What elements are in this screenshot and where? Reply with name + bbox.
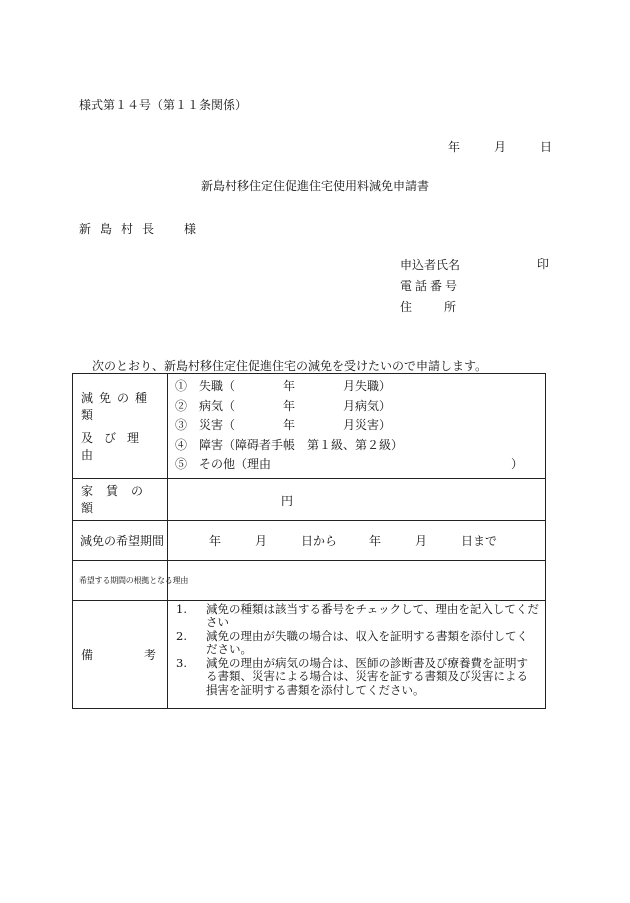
period-start-month: 月 — [255, 533, 268, 548]
applicant-phone-label: 電話番号 — [400, 279, 461, 293]
rent-label-cell — [73, 478, 168, 520]
document-title: 新島村移住定住促進住宅使用料減免申請書 — [200, 179, 429, 193]
reduction-label-line2: 及び理由 — [81, 430, 151, 462]
basis-label: 希望する期間の根拠となる理由 — [79, 575, 189, 585]
remarks-notes-cell — [168, 600, 546, 708]
remarks-note-1: 1. 減免の種類は該当する番号をチェックして、理由を記入してください — [176, 601, 539, 630]
applicant-block — [400, 255, 489, 318]
period-end-year: 年 — [369, 533, 382, 548]
table-row — [73, 478, 546, 520]
period-label: 減免の希望期間 — [80, 533, 165, 548]
period-fields — [168, 532, 545, 549]
period-label-cell — [73, 520, 168, 560]
remarks-label-char-1: 備 — [81, 647, 94, 662]
reduction-label-line1: 減免の種類 — [81, 390, 154, 422]
application-table — [72, 373, 546, 709]
applicant-address-label: 住所 — [400, 300, 489, 314]
rent-label: 家賃の額 — [81, 484, 157, 516]
table-row — [73, 374, 546, 479]
date-day: 日 — [540, 140, 553, 154]
date-line — [448, 138, 552, 155]
reduction-option-disaster[interactable]: ③ 災害（ 年 月災害） — [175, 418, 392, 433]
rent-value-cell[interactable] — [168, 478, 546, 520]
intro-sentence: 次のとおり、新島村移住定住促進住宅の減免を受けたいので申請します。 — [92, 359, 488, 373]
period-end-day: 日まで — [461, 533, 498, 548]
applicant-name-label: 申込者氏名 — [400, 258, 461, 272]
form-number: 様式第１４号（第１１条関係） — [79, 98, 248, 112]
date-month: 月 — [494, 140, 507, 154]
rent-unit: 円 — [281, 493, 294, 508]
seal-mark: 印 — [537, 257, 550, 271]
date-year: 年 — [448, 140, 461, 154]
basis-value-cell[interactable] — [168, 560, 546, 600]
reduction-option-unemployment[interactable]: ① 失職（ 年 月失職） — [175, 379, 392, 393]
period-start-year: 年 — [209, 533, 222, 548]
remarks-label-cell — [73, 600, 168, 708]
remarks-label-char-2: 考 — [143, 647, 156, 662]
basis-label-cell — [73, 560, 189, 600]
reduction-option-illness[interactable]: ② 病気（ 年 月病気） — [175, 398, 392, 413]
reduction-label-cell — [73, 374, 168, 479]
remarks-label — [73, 646, 167, 663]
reduction-option-disability[interactable]: ④ 障害（障碍者手帳 第１級、第２級） — [175, 437, 404, 452]
remarks-note-2: 2. 減免の理由が失職の場合は、収入を証明する書類を添付してください。 — [176, 628, 528, 657]
remarks-note-3: 3. 減免の理由が病気の場合は、医師の診断書及び療養費を証明する書類、災害による場合は、災害を証する書類及び災害による損害を証明する書類を添付してください。 — [176, 655, 528, 697]
table-row — [73, 600, 546, 708]
table-row — [73, 560, 546, 600]
period-start-day: 日から — [301, 533, 338, 548]
reduction-options-cell — [168, 374, 546, 479]
reduction-option-other[interactable]: ⑤ その他（理由 ） — [175, 457, 524, 472]
table-row — [73, 520, 546, 560]
period-value-cell[interactable] — [168, 520, 546, 560]
period-end-month: 月 — [415, 533, 428, 548]
addressee: 新島村長 様 — [79, 222, 206, 236]
